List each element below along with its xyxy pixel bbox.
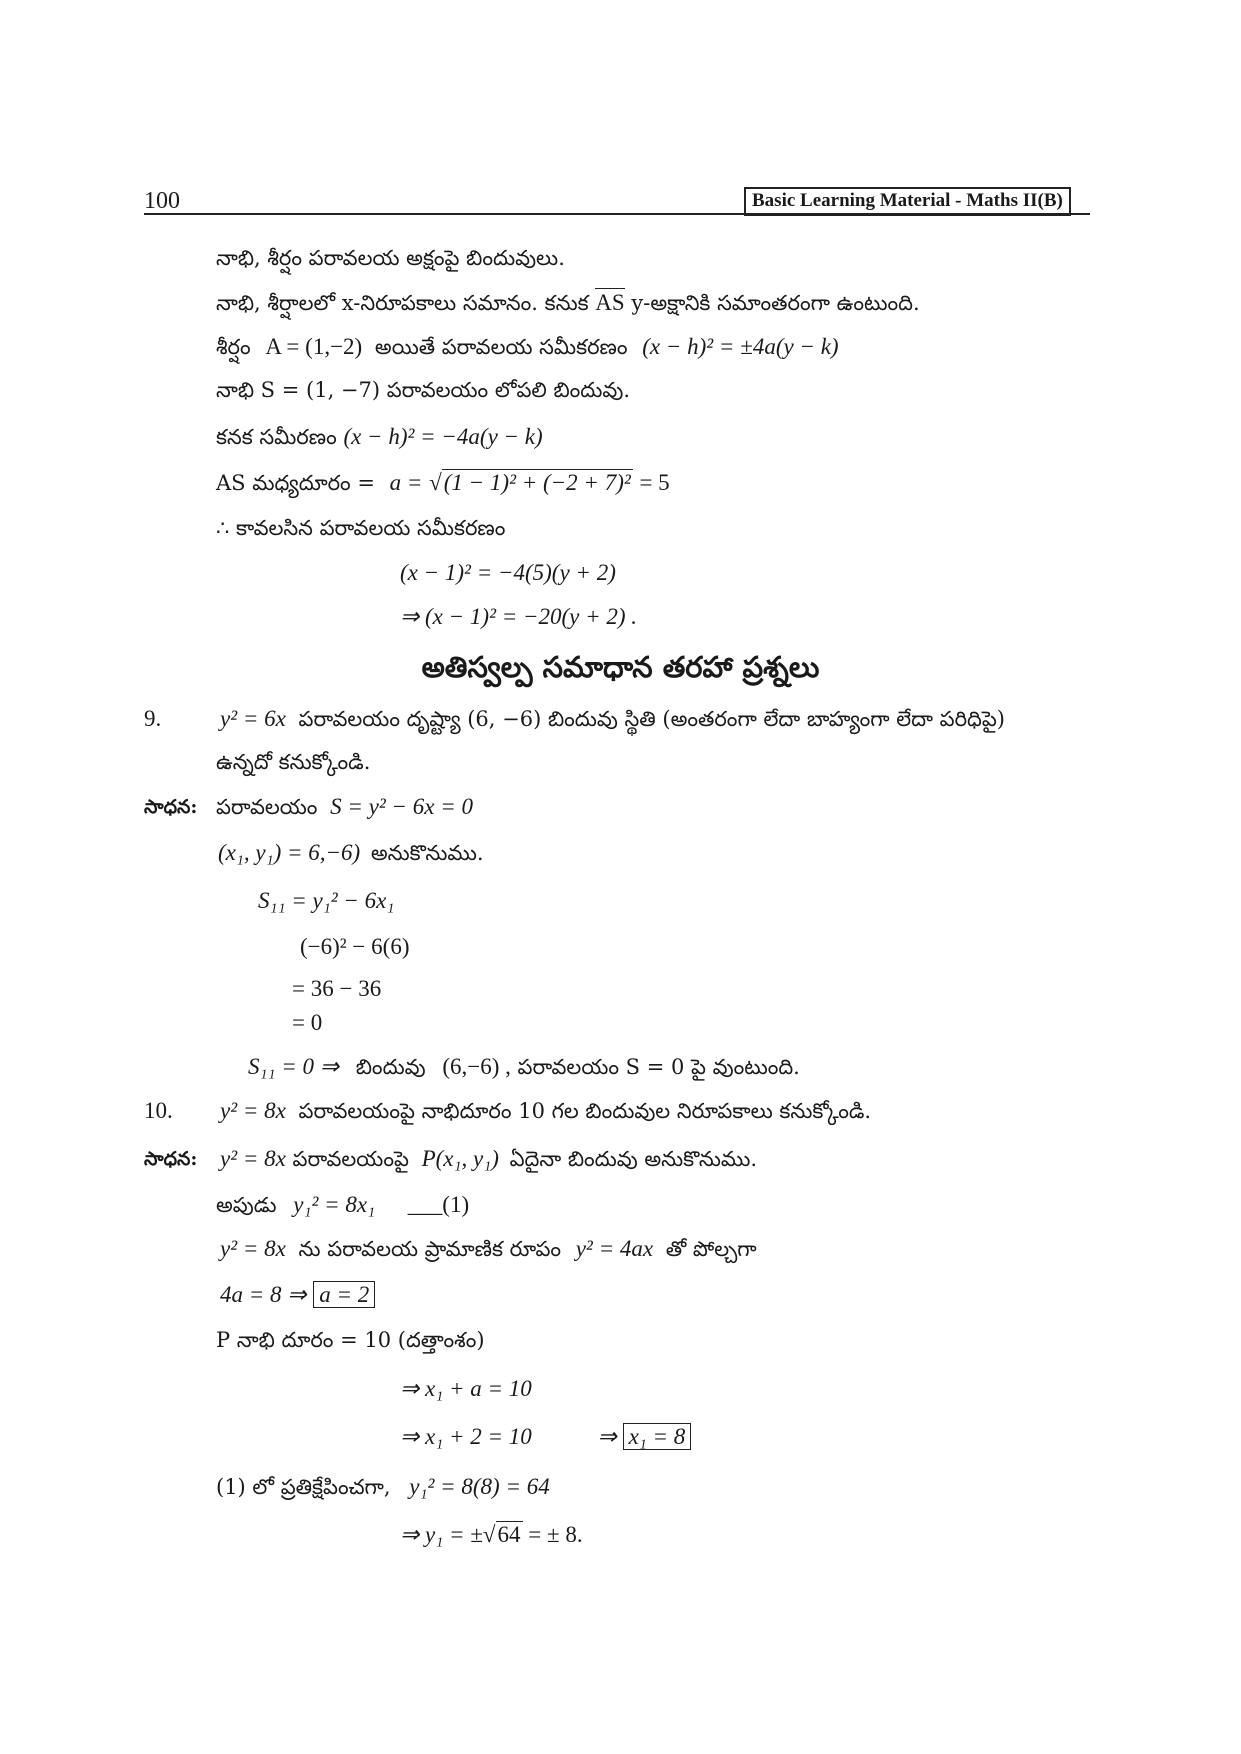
line-vertex-equation bbox=[216, 334, 839, 365]
solution-10-a-boxed: a = 2 bbox=[313, 1281, 375, 1308]
question-9-text-line1: పరావలయం దృష్ట్యా (6, −6) బిందువు స్థితి (అంతరంగా లేదా బాహ్యంగా లేదా పరిధిపై) bbox=[298, 707, 1005, 731]
solution-10-label: సాధన: bbox=[144, 1148, 198, 1170]
solution-10-x1-plus-2: ⇒ x₁ + 2 = 10 bbox=[400, 1424, 532, 1449]
solution-10-line3 bbox=[220, 1236, 757, 1267]
solution-10-eq-label-1: ___(1) bbox=[407, 1192, 470, 1217]
solution-10-then: అపుడు bbox=[216, 1193, 277, 1217]
solution-10-substitute-text: (1) లో ప్రతిక్షేపించగా, bbox=[216, 1475, 391, 1499]
solution-9-point-value: (6,−6) , bbox=[442, 1054, 511, 1079]
solution-10-y1-squared: y₁² = 8x₁ bbox=[293, 1192, 376, 1217]
line-x-coords-text: నాభి, శీర్షాలలో x-నిరూపకాలు సమానం. కనుక bbox=[216, 291, 589, 315]
question-10-equation: y² = 8x bbox=[220, 1098, 286, 1123]
solution-10-line4 bbox=[220, 1282, 375, 1308]
solution-10-4a-eq: 4a = 8 ⇒ bbox=[220, 1282, 307, 1307]
solution-10-focal-distance: P నాభి దూరం = 10 (దత్తాంశం) bbox=[216, 1328, 485, 1352]
line-focus-vertex-axis: నాభి, శీర్షం పరావలయ అక్షంపై బిందువులు. bbox=[216, 246, 565, 270]
header-rule bbox=[144, 213, 1090, 215]
line-as-distance bbox=[216, 470, 670, 501]
question-9-number: 9. bbox=[144, 706, 162, 731]
as-distance-text: AS మధ్యదూరం = bbox=[216, 471, 375, 495]
a-equals: a = bbox=[389, 470, 423, 495]
solution-9-s11: S₁₁ = y₁² − 6x₁ bbox=[258, 888, 395, 913]
question-9-text bbox=[220, 706, 1005, 737]
line-x-coords-equal bbox=[216, 290, 920, 321]
solution-10-line2 bbox=[216, 1192, 469, 1223]
solution-10-any-point: ఏదైనా బిందువు అనుకొనుము. bbox=[509, 1147, 758, 1171]
solution-9-s11-zero: S₁₁ = 0 ⇒ bbox=[248, 1054, 340, 1079]
line-parallel-text: y-అక్షానికి సమాంతరంగా ఉంటుంది. bbox=[631, 291, 920, 315]
sqrt-radicand: (1 − 1)² + (−2 + 7)² bbox=[443, 470, 631, 495]
solution-9-parabola-word: పరావలయం bbox=[216, 795, 318, 819]
as-vector: AS bbox=[595, 290, 625, 315]
line-hence-equation bbox=[216, 424, 543, 455]
solution-10-result: = ± 8. bbox=[528, 1522, 583, 1547]
solution-9-zero: = 0 bbox=[292, 1010, 323, 1035]
question-9-text-line2: ఉన్నదో కనుక్కోండి. bbox=[216, 750, 371, 774]
solution-9-point: (x₁, y₁) = 6,−6) bbox=[218, 840, 361, 865]
solution-10-sqrt-symbol: √ bbox=[482, 1522, 496, 1547]
question-9-equation: y² = 6x bbox=[220, 706, 286, 731]
solution-10-y1-squared-value: y₁² = 8(8) = 64 bbox=[409, 1474, 550, 1499]
solution-9-assume: అనుకొనుము. bbox=[370, 841, 484, 865]
line-required-equation: ∴ కావలసిన పరావలయ సమీకరణం bbox=[216, 516, 506, 540]
solution-10-final bbox=[400, 1522, 583, 1548]
downward-parabola-form: (x − h)² = −4a(y − k) bbox=[343, 424, 543, 449]
solution-10-comparing: తో పోల్చగా bbox=[665, 1237, 757, 1261]
book-title-box: Basic Learning Material - Maths II(B) bbox=[744, 187, 1071, 216]
solution-9-difference: = 36 − 36 bbox=[292, 976, 382, 1001]
vertex-word: శీర్షం bbox=[216, 335, 251, 359]
solution-10-standard-form-text: ను పరావలయ ప్రామాణిక రూపం bbox=[298, 1237, 562, 1261]
solution-10-point-p: P(x₁, y₁) bbox=[421, 1146, 499, 1171]
question-10-text bbox=[220, 1098, 871, 1129]
section-heading: అతిస్వల్ప సమాధాన తరహా ప్రశ్నలు bbox=[421, 650, 820, 684]
solution-10-sqrt-64: 64 bbox=[497, 1522, 521, 1547]
sqrt-symbol: √ bbox=[429, 470, 442, 495]
solution-9-label: సాధన: bbox=[144, 796, 198, 818]
solution-9-on-parabola: పరావలయం S = 0 పై వుంటుంది. bbox=[517, 1055, 800, 1079]
distance-result: = 5 bbox=[639, 470, 670, 495]
parabola-equation-text: అయితే పరావలయ సమీకరణం bbox=[374, 335, 628, 359]
solution-9-point-word: బిందువు bbox=[355, 1055, 426, 1079]
hence-equation-text: కనక సమీరణం bbox=[216, 425, 337, 449]
solution-9-line2 bbox=[218, 840, 484, 871]
solution-9-s-equation: S = y² − 6x = 0 bbox=[330, 794, 473, 819]
parabola-general-form: (x − h)² = ±4a(y − k) bbox=[642, 334, 839, 359]
solution-10-implies: ⇒ bbox=[597, 1424, 617, 1449]
solution-10-line1 bbox=[220, 1146, 757, 1177]
line-focus-inside: నాభి S = (1, −7) పరావలయం లోపలి బిందువు. bbox=[216, 378, 631, 402]
solution-10-step-2 bbox=[400, 1424, 691, 1450]
solution-10-line-substitute bbox=[216, 1474, 550, 1505]
solution-10-x1-boxed: x₁ = 8 bbox=[623, 1423, 692, 1450]
question-10-text-line: పరావలయంపై నాభిదూరం 10 గల బిందువుల నిరూపకాలు కనుక్కోండి. bbox=[298, 1099, 872, 1123]
solution-10-y1-plusminus: ⇒ y₁ = ± bbox=[400, 1522, 483, 1547]
solution-10-equation: y² = 8x bbox=[220, 1146, 286, 1171]
equation-step-1: (x − 1)² = −4(5)(y + 2) bbox=[400, 560, 616, 585]
page-number: 100 bbox=[144, 188, 180, 214]
solution-9-substitution: (−6)² − 6(6) bbox=[300, 934, 410, 959]
vertex-value: A = (1,−2) bbox=[265, 334, 363, 359]
solution-10-step-1: ⇒ x₁ + a = 10 bbox=[400, 1376, 532, 1401]
solution-10-on-parabola: పరావలయంపై bbox=[292, 1147, 409, 1171]
equation-step-2: ⇒ (x − 1)² = −20(y + 2) . bbox=[400, 604, 638, 629]
solution-9-line1 bbox=[216, 794, 473, 825]
question-10-number: 10. bbox=[144, 1098, 173, 1123]
solution-10-given-form: y² = 8x bbox=[220, 1236, 286, 1261]
solution-10-standard-form: y² = 4ax bbox=[575, 1236, 654, 1261]
solution-9-conclusion bbox=[248, 1054, 800, 1085]
